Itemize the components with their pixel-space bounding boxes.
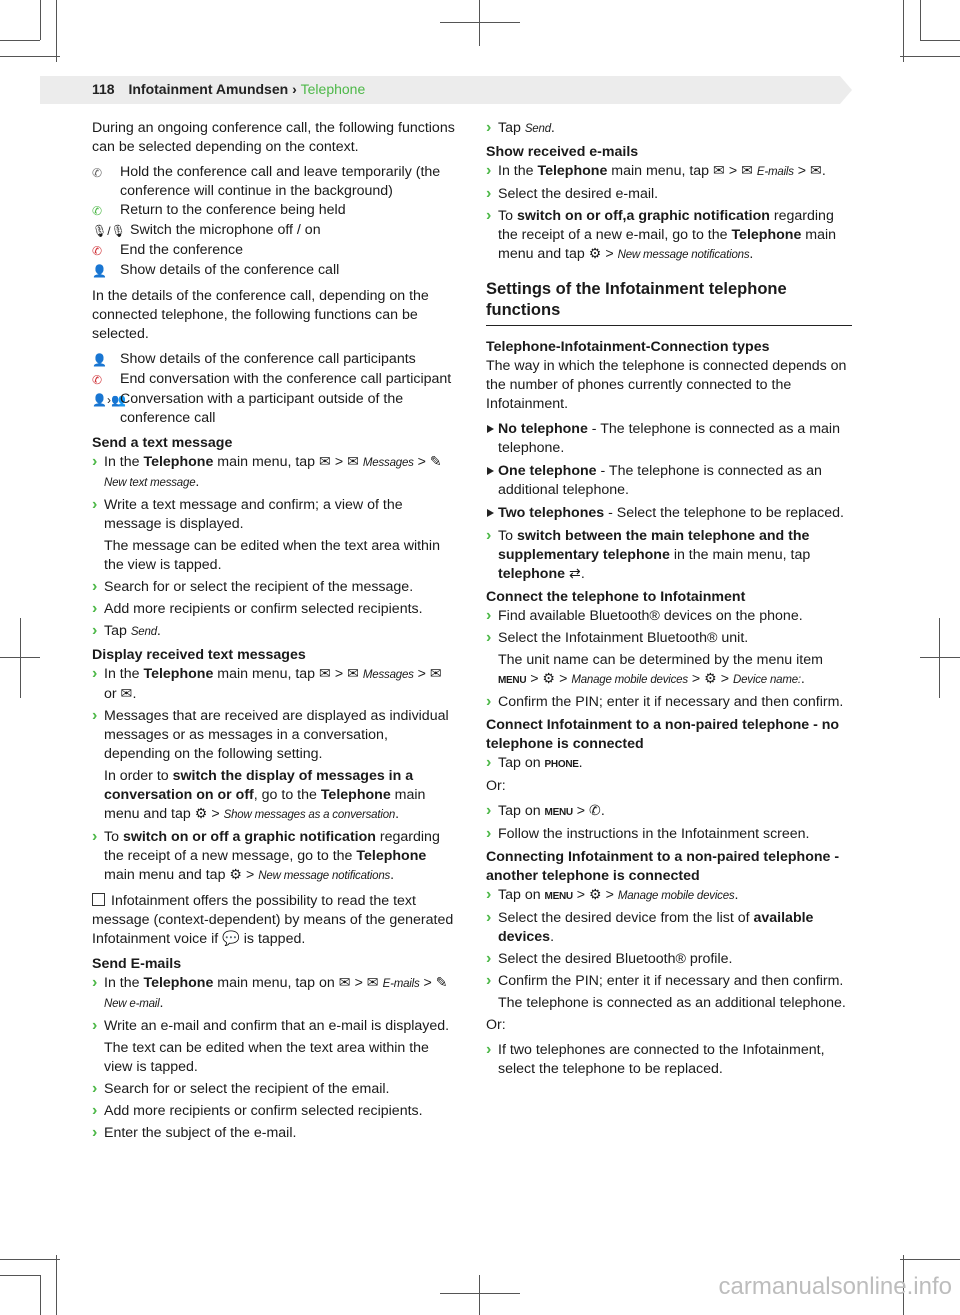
step-note: The message can be edited when the text area within the view is tapped. xyxy=(104,538,440,573)
section-title: Settings of the Infotainment telephone functions xyxy=(486,279,852,326)
header-current: Telephone xyxy=(300,81,366,97)
step: › Find available Bluetooth® devices on the phone. xyxy=(486,607,852,626)
phone-green-icon: ✆ xyxy=(92,204,103,218)
detail-item: 👤 Show details of the conference call participants xyxy=(92,350,458,370)
person-icon: 👤 xyxy=(92,264,107,278)
phone-hold-icon: ✆ xyxy=(92,166,103,180)
page-header xyxy=(92,81,365,97)
step: › Tap on PHONE. xyxy=(486,754,852,774)
step: › Add more recipients or confirm selected recipients. xyxy=(92,1102,458,1121)
step-note: The telephone is connected as an additional telephone. xyxy=(498,995,846,1011)
crop-mark xyxy=(939,618,940,698)
phone-end-icon: ✆ xyxy=(92,244,103,258)
crop-mark xyxy=(56,0,57,62)
crop-mark xyxy=(0,56,60,57)
step-note: The text can be edited when the text area within the view is tapped. xyxy=(104,1040,429,1075)
crop-mark xyxy=(0,1259,60,1260)
conf-item: 🎙/🎙 Switch the microphone off / on xyxy=(92,221,458,241)
email-heading: Send E-mails xyxy=(92,956,182,972)
intro-text: During an ongoing conference call, the following functions can be selected depending on the context. xyxy=(92,120,455,155)
speech-icon: 💬 xyxy=(222,931,240,947)
step: › Tap on MENU > ✆. xyxy=(486,802,852,822)
right-column xyxy=(486,119,852,1082)
step: › Tap Send. xyxy=(92,622,458,642)
crop-mark xyxy=(903,0,904,62)
crop-mark xyxy=(40,0,41,40)
step: › In the Telephone main menu, tap ✉ > ✉ E-mails > ✉. xyxy=(486,162,852,182)
watermark: carmanualsonline.info xyxy=(718,1273,952,1300)
private-call-icon: 👤›👥 xyxy=(92,393,126,407)
another-heading: Connecting Infotainment to a non-paired telephone - another telephone is connected xyxy=(486,849,840,884)
step: › To switch between the main telephone and the supplementary telephone in the main menu, tap telephone ⇄. xyxy=(486,527,852,584)
page-number: 118 xyxy=(92,81,115,97)
recv-heading: Display received text messages xyxy=(92,647,306,663)
connect-heading: Connect the telephone to Infotainment xyxy=(486,589,746,605)
step: › To switch on or off a graphic notification regarding the receipt of a new message, go to the Telephone main menu and tap ⚙ > New message notifications. xyxy=(92,828,458,886)
step: › Write a text message and confirm; a view of the message is displayed. xyxy=(92,496,458,534)
crop-mark xyxy=(479,1275,480,1315)
step: › In the Telephone main menu, tap ✉ > ✉ Messages > ✉ or ✉. xyxy=(92,665,458,704)
step: › Select the desired device from the list of available devices. xyxy=(486,909,852,947)
step-note: In order to switch the display of messages in a conversation on or off, go to the Telephone main menu and tap ⚙ > Show messages as a conversation. xyxy=(104,768,426,822)
step: › Follow the instructions in the Infotainment screen. xyxy=(486,825,852,844)
option-item: Two telephones - Select the telephone to be replaced. xyxy=(486,504,852,523)
crop-mark xyxy=(479,0,480,46)
detail-item: 👤›👥 Conversation with a participant outside of the conference call xyxy=(92,391,404,426)
step: › Search for or select the recipient of the message. xyxy=(92,578,458,597)
conn-types-intro: The way in which the telephone is connected depends on the number of phones currently connected to the Infotainment. xyxy=(486,358,847,412)
step-note: The unit name can be determined by the menu item MENU > ⚙ > Manage mobile devices > ⚙ > Device name:. xyxy=(498,652,823,687)
step: › If two telephones are connected to the Infotainment, select the telephone to be replaced. xyxy=(486,1041,852,1079)
crop-mark xyxy=(440,22,520,23)
crop-mark xyxy=(920,657,960,658)
step: › To switch on or off,a graphic notification regarding the receipt of a new e-mail, go to the Telephone main menu and tap ⚙ > New message notifications. xyxy=(486,207,852,265)
or-text: Or: xyxy=(486,1017,506,1033)
crop-mark xyxy=(40,1275,41,1315)
step: › Confirm the PIN; enter it if necessary and then confirm. xyxy=(486,693,852,712)
option-item: One telephone - The telephone is connected as an additional telephone. xyxy=(486,462,852,500)
header-section: Infotainment Amundsen xyxy=(128,81,289,97)
microphone-icon: 🎙/🎙 xyxy=(92,224,126,238)
step: › Tap Send. xyxy=(486,119,852,139)
conn-types-heading: Telephone-Infotainment-Connection types xyxy=(486,339,770,355)
step: › Search for or select the recipient of the email. xyxy=(92,1080,458,1099)
step: › Select the Infotainment Bluetooth® unit. xyxy=(486,629,852,648)
person-icon: 👤 xyxy=(92,353,107,367)
details-intro: In the details of the conference call, depending on the connected telephone, the following functions can be selected. xyxy=(92,288,429,342)
note-icon xyxy=(92,893,105,906)
step: › Write an e-mail and confirm that an e-mail is displayed. xyxy=(92,1017,458,1036)
step: › Enter the subject of the e-mail. xyxy=(92,1124,458,1143)
step: › Select the desired e-mail. xyxy=(486,185,852,204)
step: › In the Telephone main menu, tap on ✉ > ✉ E-mails > ✎ New e-mail. xyxy=(92,974,458,1014)
step: › In the Telephone main menu, tap ✉ > ✉ Messages > ✎ New text message. xyxy=(92,453,458,493)
crop-mark xyxy=(900,1259,960,1260)
conf-item: ✆ End the conference xyxy=(92,241,458,261)
note-text: Infotainment offers the possibility to read the text message (context-dependent) by means of the generated Infotainment voice if 💬 is tapped. xyxy=(92,893,454,947)
crop-mark xyxy=(920,40,960,41)
show-email-heading: Show received e-mails xyxy=(486,144,639,160)
left-column xyxy=(92,119,458,1146)
conf-item: ✆ Hold the conference call and leave temporarily (the conference will continue in the background) xyxy=(92,164,441,199)
crop-mark xyxy=(0,40,40,41)
crop-mark xyxy=(56,1255,57,1315)
conf-item: ✆ Return to the conference being held xyxy=(92,201,458,221)
nonpaired-heading: Connect Infotainment to a non-paired telephone - no telephone is connected xyxy=(486,717,840,752)
conf-item: 👤 Show details of the conference call xyxy=(92,261,458,281)
crop-mark xyxy=(920,0,921,40)
step: › Add more recipients or confirm selected recipients. xyxy=(92,600,458,619)
crop-mark xyxy=(440,1293,520,1294)
phone-end-icon: ✆ xyxy=(92,373,103,387)
step: › Select the desired Bluetooth® profile. xyxy=(486,950,852,969)
header-separator: › xyxy=(292,81,297,97)
crop-mark xyxy=(0,1275,40,1276)
crop-mark xyxy=(20,618,21,698)
step: › Confirm the PIN; enter it if necessary and then confirm. xyxy=(486,972,852,991)
sms-heading: Send a text message xyxy=(92,435,233,451)
step: › Tap on MENU > ⚙ > Manage mobile devices. xyxy=(486,886,852,906)
header-arrow xyxy=(840,76,852,104)
crop-mark xyxy=(900,56,960,57)
step: › Messages that are received are displayed as individual messages or as messages in a conversation, depending on the following setting. xyxy=(92,707,458,764)
or-text: Or: xyxy=(486,778,506,794)
detail-item: ✆ End conversation with the conference call participant xyxy=(92,370,458,390)
option-item: No telephone - The telephone is connected as a main telephone. xyxy=(486,420,852,458)
